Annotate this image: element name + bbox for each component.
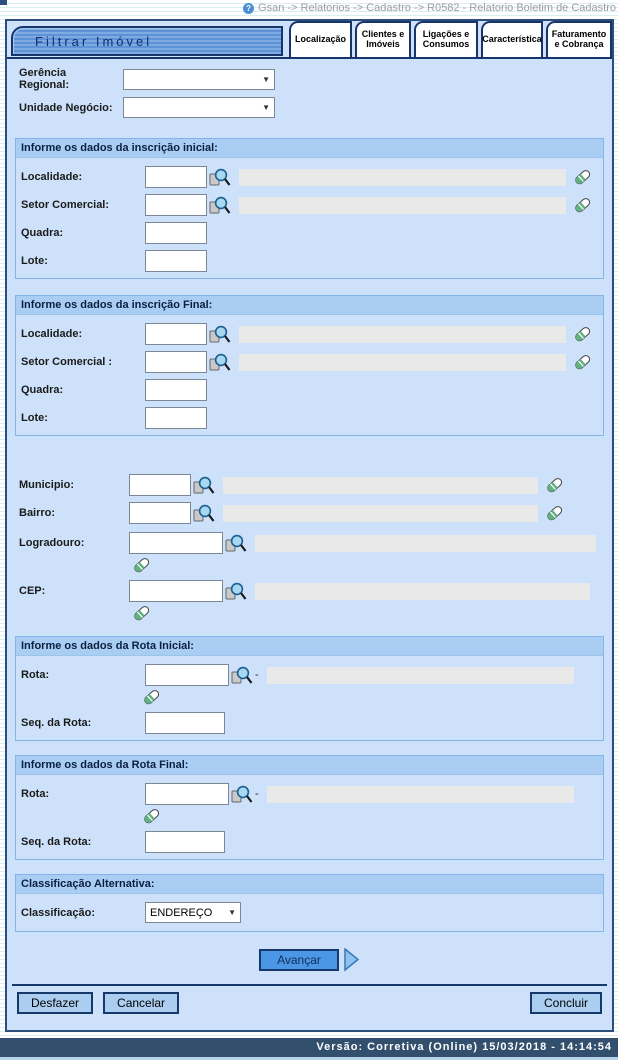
advance-row <box>7 948 612 972</box>
main-panel <box>5 19 614 1032</box>
unidade-negocio-select[interactable] <box>123 97 275 118</box>
localidade-final-input[interactable] <box>145 323 207 345</box>
tab-clientes-e-imoveis[interactable]: Clientes e Imóveis <box>355 21 411 57</box>
seq-rota-final-label: Seq. da Rota: <box>21 836 92 848</box>
rota-inicial-display <box>267 667 574 684</box>
rota-inicial-separator: - <box>255 669 259 681</box>
section-rota-final-title: Informe os dados da Rota Final: <box>16 756 603 775</box>
tab-localizacao[interactable]: Localização <box>289 21 352 57</box>
logradouro-input[interactable] <box>129 532 223 554</box>
rota-final-display <box>267 786 574 803</box>
lookup-icon[interactable] <box>225 534 247 553</box>
cep-label: CEP: <box>19 585 46 597</box>
tab-caracteristica[interactable]: Característica <box>481 21 543 57</box>
quadra-inicial-label: Quadra: <box>21 227 64 239</box>
localidade-inicial-display <box>239 169 566 186</box>
localidade-final-label: Localidade: <box>21 328 83 340</box>
erase-icon[interactable] <box>143 689 161 706</box>
classificacao-select[interactable] <box>145 902 241 923</box>
section-inscricao-final <box>15 295 604 436</box>
tab-bar <box>286 21 612 57</box>
row-quadra-inicial <box>21 222 598 244</box>
row-classificacao <box>21 902 598 923</box>
row-gerencia-regional <box>19 67 612 91</box>
lookup-icon[interactable] <box>209 353 231 372</box>
municipio-display <box>223 477 538 494</box>
section-inscricao-inicial-title: Informe os dados da inscrição inicial: <box>16 139 603 158</box>
row-rota-inicial <box>21 664 598 686</box>
rota-inicial-label: Rota: <box>21 669 50 681</box>
erase-icon[interactable] <box>133 557 151 574</box>
cancelar-button[interactable]: Cancelar <box>103 992 179 1014</box>
setor-comercial-final-input[interactable] <box>145 351 207 373</box>
page-title: Filtrar Imóvel <box>35 33 153 49</box>
rota-inicial-input[interactable] <box>145 664 229 686</box>
tab-faturamento-e-cobranca[interactable]: Faturamento e Cobrança <box>546 21 612 57</box>
version-text: Versão: Corretiva (Online) 15/03/2018 - 14:14:54 <box>316 1041 612 1053</box>
section-inscricao-inicial <box>15 138 604 279</box>
section-rota-inicial <box>15 636 604 741</box>
erase-icon[interactable] <box>574 326 598 343</box>
classificacao-value: ENDEREÇO <box>150 906 213 919</box>
breadcrumb-text: Gsan -> Relatorios -> Cadastro -> R0582 - Relatorio Boletim de Cadastro <box>258 2 616 14</box>
setor-comercial-inicial-label: Setor Comercial: <box>21 199 110 211</box>
lookup-icon[interactable] <box>225 582 247 601</box>
lote-final-input[interactable] <box>145 407 207 429</box>
row-localidade-inicial <box>21 166 598 188</box>
cep-input[interactable] <box>129 580 223 602</box>
quadra-final-label: Quadra: <box>21 384 64 396</box>
avancar-button[interactable]: Avançar <box>259 949 339 971</box>
setor-comercial-inicial-display <box>239 197 566 214</box>
section-rota-inicial-title: Informe os dados da Rota Inicial: <box>16 637 603 656</box>
rota-final-separator: - <box>255 788 259 800</box>
row-lote-final <box>21 407 598 429</box>
row-lote-inicial <box>21 250 598 272</box>
bairro-input[interactable] <box>129 502 191 524</box>
row-municipio <box>19 474 612 496</box>
section-classificacao-title: Classificação Alternativa: <box>16 875 603 894</box>
concluir-button[interactable]: Concluir <box>530 992 602 1014</box>
section-classificacao-alternativa <box>15 874 604 932</box>
row-setor-comercial-final <box>21 351 598 373</box>
erase-icon[interactable] <box>574 169 598 186</box>
desfazer-button[interactable]: Desfazer <box>17 992 93 1014</box>
row-bairro <box>19 502 612 524</box>
erase-icon[interactable] <box>143 808 161 825</box>
tab-ligacoes-e-consumos[interactable]: Ligações e Consumos <box>414 21 478 57</box>
lookup-icon[interactable] <box>209 168 231 187</box>
row-quadra-final <box>21 379 598 401</box>
bairro-label: Bairro: <box>19 507 56 519</box>
municipio-input[interactable] <box>129 474 191 496</box>
frame-corner <box>0 0 7 5</box>
municipio-label: Municipio: <box>19 479 74 491</box>
bairro-display <box>223 505 538 522</box>
divider <box>12 984 607 986</box>
seq-rota-final-input[interactable] <box>145 831 225 853</box>
row-logradouro <box>19 532 612 554</box>
localidade-inicial-input[interactable] <box>145 166 207 188</box>
rota-final-input[interactable] <box>145 783 229 805</box>
seq-rota-inicial-input[interactable] <box>145 712 225 734</box>
lookup-icon[interactable] <box>209 196 231 215</box>
row-localidade-final <box>21 323 598 345</box>
seq-rota-inicial-label: Seq. da Rota: <box>21 717 92 729</box>
lote-inicial-input[interactable] <box>145 250 207 272</box>
section-rota-final <box>15 755 604 860</box>
erase-icon[interactable] <box>546 505 564 522</box>
setor-comercial-inicial-input[interactable] <box>145 194 207 216</box>
erase-icon[interactable] <box>574 354 598 371</box>
row-seq-rota-final <box>21 831 598 853</box>
header-row <box>7 21 612 59</box>
footer <box>0 1038 618 1060</box>
row-unidade-negocio <box>19 97 612 118</box>
lookup-icon[interactable] <box>209 325 231 344</box>
classificacao-label: Classificação: <box>21 906 95 919</box>
localidade-final-display <box>239 326 566 343</box>
gerencia-regional-select[interactable] <box>123 69 275 90</box>
row-seq-rota-inicial <box>21 712 598 734</box>
logradouro-display <box>255 535 596 552</box>
bottom-buttons <box>17 992 602 1014</box>
row-rota-final <box>21 783 598 805</box>
row-setor-comercial-inicial <box>21 194 598 216</box>
lookup-icon[interactable] <box>231 666 253 685</box>
dropdown-arrow-icon: ▼ <box>262 103 270 112</box>
lookup-icon[interactable] <box>193 504 215 523</box>
dropdown-arrow-icon: ▼ <box>228 908 236 917</box>
localidade-inicial-label: Localidade: <box>21 171 83 183</box>
setor-comercial-final-label: Setor Comercial : <box>21 356 113 368</box>
erase-icon[interactable] <box>546 477 564 494</box>
breadcrumb <box>243 2 616 14</box>
quadra-inicial-input[interactable] <box>145 222 207 244</box>
advance-arrow-icon <box>344 948 360 972</box>
row-cep <box>19 580 612 602</box>
lote-final-label: Lote: <box>21 412 48 424</box>
setor-comercial-final-display <box>239 354 566 371</box>
quadra-final-input[interactable] <box>145 379 207 401</box>
unidade-negocio-label: Unidade Negócio: <box>19 101 113 114</box>
dropdown-arrow-icon: ▼ <box>262 74 270 84</box>
erase-icon[interactable] <box>133 605 151 622</box>
rota-final-label: Rota: <box>21 788 50 800</box>
logradouro-label: Logradouro: <box>19 537 85 549</box>
version-bar <box>0 1038 618 1057</box>
section-inscricao-final-title: Informe os dados da inscrição Final: <box>16 296 603 315</box>
cep-display <box>255 583 590 600</box>
lote-inicial-label: Lote: <box>21 255 48 267</box>
help-icon[interactable]: ? <box>243 3 254 14</box>
gerencia-regional-label: Gerência Regional: <box>19 67 70 91</box>
erase-icon[interactable] <box>574 197 598 214</box>
lookup-icon[interactable] <box>231 785 253 804</box>
page-title-bar <box>11 26 283 56</box>
lookup-icon[interactable] <box>193 476 215 495</box>
